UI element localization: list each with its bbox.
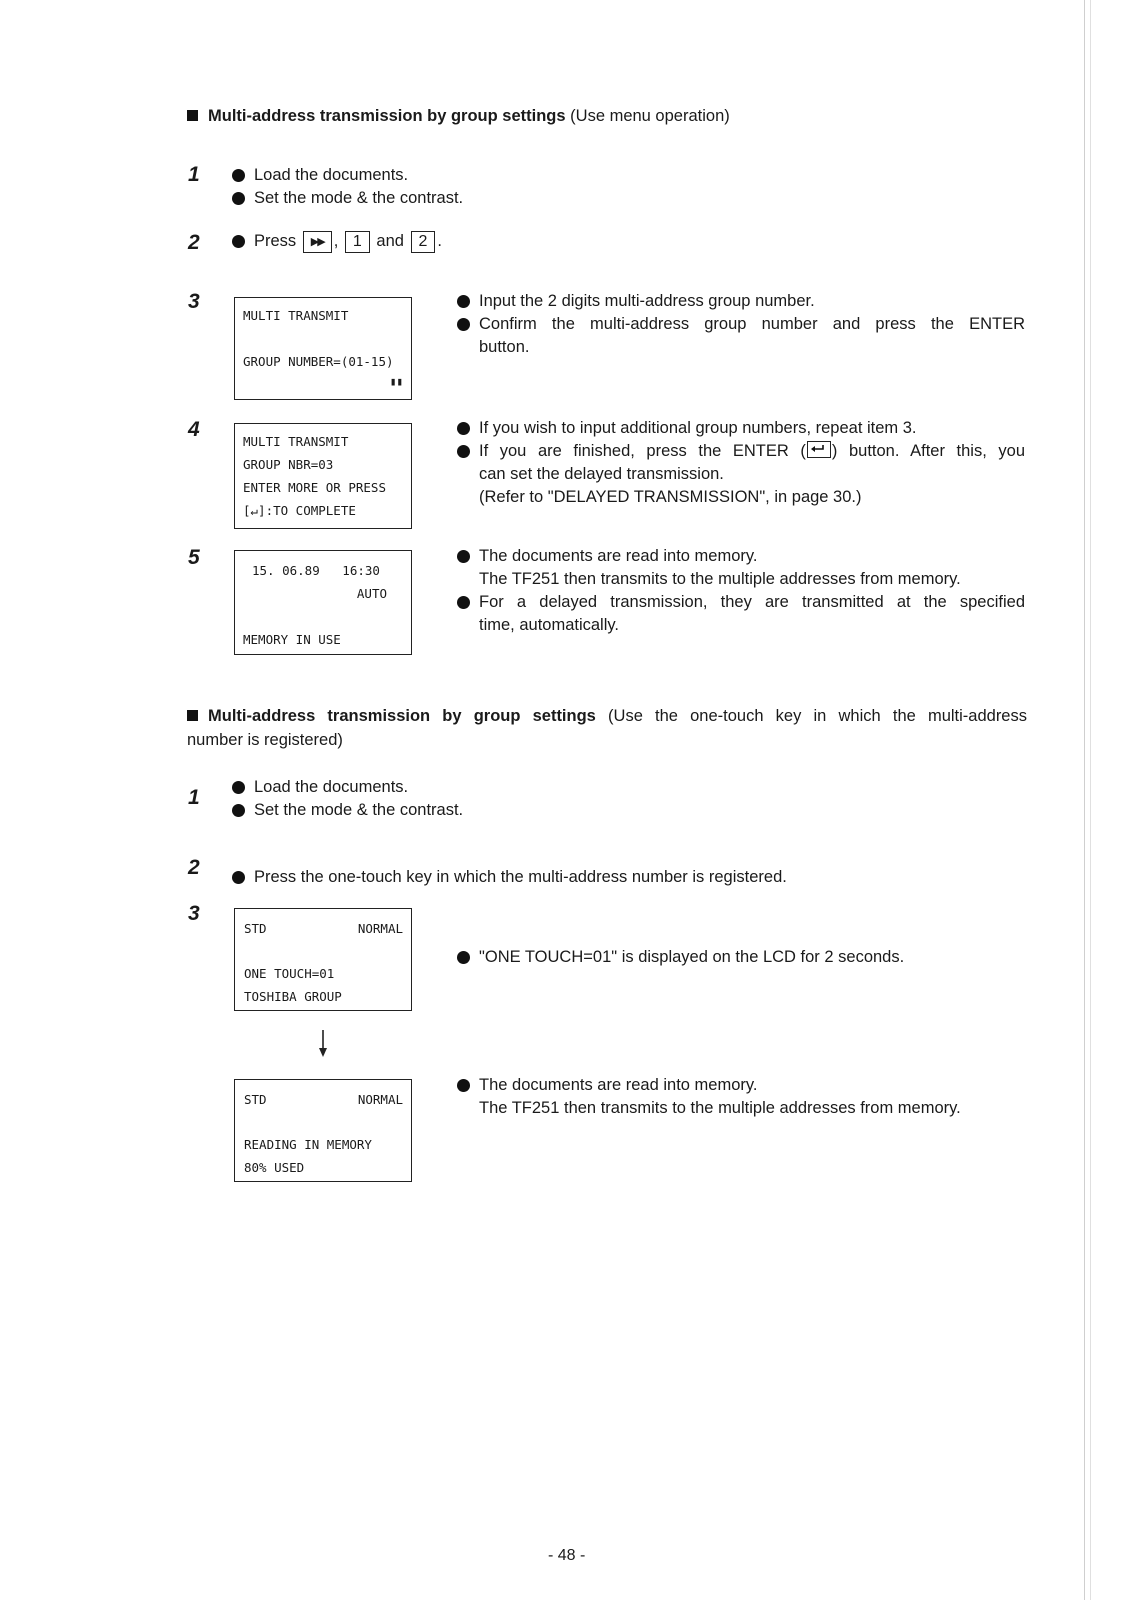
step-3-text: Input the 2 digits multi-address group number. Confirm the multi-address group number and press the ENTER button. <box>457 290 1025 359</box>
list-item: If you wish to input additional group numbers, repeat item 3. <box>457 417 1025 440</box>
lcd-display: MULTI TRANSMIT GROUP NUMBER=(01-15) ▮▮ <box>234 297 412 400</box>
list-item: Set the mode & the contrast. <box>232 799 1012 822</box>
bullet-icon <box>457 422 470 435</box>
heading-bold: Multi-address transmission by group settings <box>208 107 566 125</box>
step-1-bullets <box>232 164 1012 210</box>
bullet-icon <box>232 804 245 817</box>
heading-normal: (Use menu operation) <box>570 107 730 125</box>
key-1-icon: 1 <box>345 231 370 253</box>
section-heading <box>187 104 730 128</box>
step-3-result-text: The documents are read into memory. The TF251 then transmits to the multiple addresses from memory. <box>457 1074 1025 1120</box>
square-bullet-icon <box>187 710 198 721</box>
list-item: Load the documents. <box>232 776 1012 799</box>
step-number: 3 <box>188 290 200 313</box>
press-instruction: Press ▶▶ , 1 and 2 . <box>232 230 654 253</box>
list-item: Load the documents. <box>232 164 1012 187</box>
list-item: The documents are read into memory. <box>457 1074 1025 1097</box>
step-number: 5 <box>188 546 200 569</box>
key-2-icon: 2 <box>411 231 436 253</box>
list-item: Press the one-touch key in which the multi-address number is registered. <box>232 866 1034 889</box>
lcd-display: STD NORMAL READING IN MEMORY 80% USED <box>234 1079 412 1182</box>
step-number: 1 <box>188 786 200 809</box>
step-number: 2 <box>188 231 200 254</box>
cursor-icon: ▮▮ <box>389 375 403 388</box>
list-item: If you are finished, press the ENTER ( ) button. After this, you <box>457 440 1025 463</box>
page-number: - 48 - <box>548 1547 586 1564</box>
lcd-display: STD NORMAL ONE TOUCH=01 TOSHIBA GROUP <box>234 908 412 1011</box>
bullet-icon <box>457 596 470 609</box>
forward-key-icon: ▶▶ <box>303 231 332 253</box>
heading-normal: (Use the one-touch key in which the multi-address <box>608 707 1027 725</box>
step-number: 2 <box>188 856 200 879</box>
bullet-icon <box>457 550 470 563</box>
heading-bold: Multi-address transmission by group settings <box>208 707 596 725</box>
lcd-display: MULTI TRANSMIT GROUP NBR=03 ENTER MORE OR PRESS [↵]:TO COMPLETE <box>234 423 412 529</box>
list-item: Set the mode & the contrast. <box>232 187 1012 210</box>
heading-line-2: number is registered) <box>187 731 343 749</box>
list-item: "ONE TOUCH=01" is displayed on the LCD for 2 seconds. <box>457 946 1047 969</box>
step-number: 1 <box>188 163 200 186</box>
list-item: Input the 2 digits multi-address group number. <box>457 290 1025 313</box>
list-item: The documents are read into memory. <box>457 545 1025 568</box>
step-number: 3 <box>188 902 200 925</box>
bullet-icon <box>232 192 245 205</box>
step-4-text: If you wish to input additional group numbers, repeat item 3. If you are finished, press the ENTER ( ) button. After this, you can set the delayed transmission. (Refer to "DELAYED TRANSMISSION", in page 30.) <box>457 417 1025 509</box>
square-bullet-icon <box>187 110 198 121</box>
bullet-icon <box>232 235 245 248</box>
bullet-icon <box>457 295 470 308</box>
bullet-icon <box>457 951 470 964</box>
list-item: Confirm the multi-address group number and press the ENTER <box>457 313 1025 336</box>
step-5-text: The documents are read into memory. The TF251 then transmits to the multiple addresses from memory. For a delayed transmission, they are transmitted at the specified time, automatically. <box>457 545 1025 637</box>
bullet-icon <box>232 781 245 794</box>
bullet-icon <box>457 1079 470 1092</box>
bullet-icon <box>232 871 245 884</box>
bullet-icon <box>457 318 470 331</box>
step-1-bullets <box>232 776 1012 822</box>
enter-key-icon <box>807 441 831 458</box>
down-arrow-icon <box>316 1029 330 1059</box>
lcd-display: 15. 06.89 16:30 AUTO MEMORY IN USE <box>234 550 412 655</box>
margin-line <box>1090 0 1091 1600</box>
list-item: For a delayed transmission, they are transmitted at the specified <box>457 591 1025 614</box>
section-heading <box>187 704 1027 752</box>
bullet-icon <box>232 169 245 182</box>
margin-line <box>1084 0 1085 1600</box>
step-number: 4 <box>188 418 200 441</box>
bullet-icon <box>457 445 470 458</box>
